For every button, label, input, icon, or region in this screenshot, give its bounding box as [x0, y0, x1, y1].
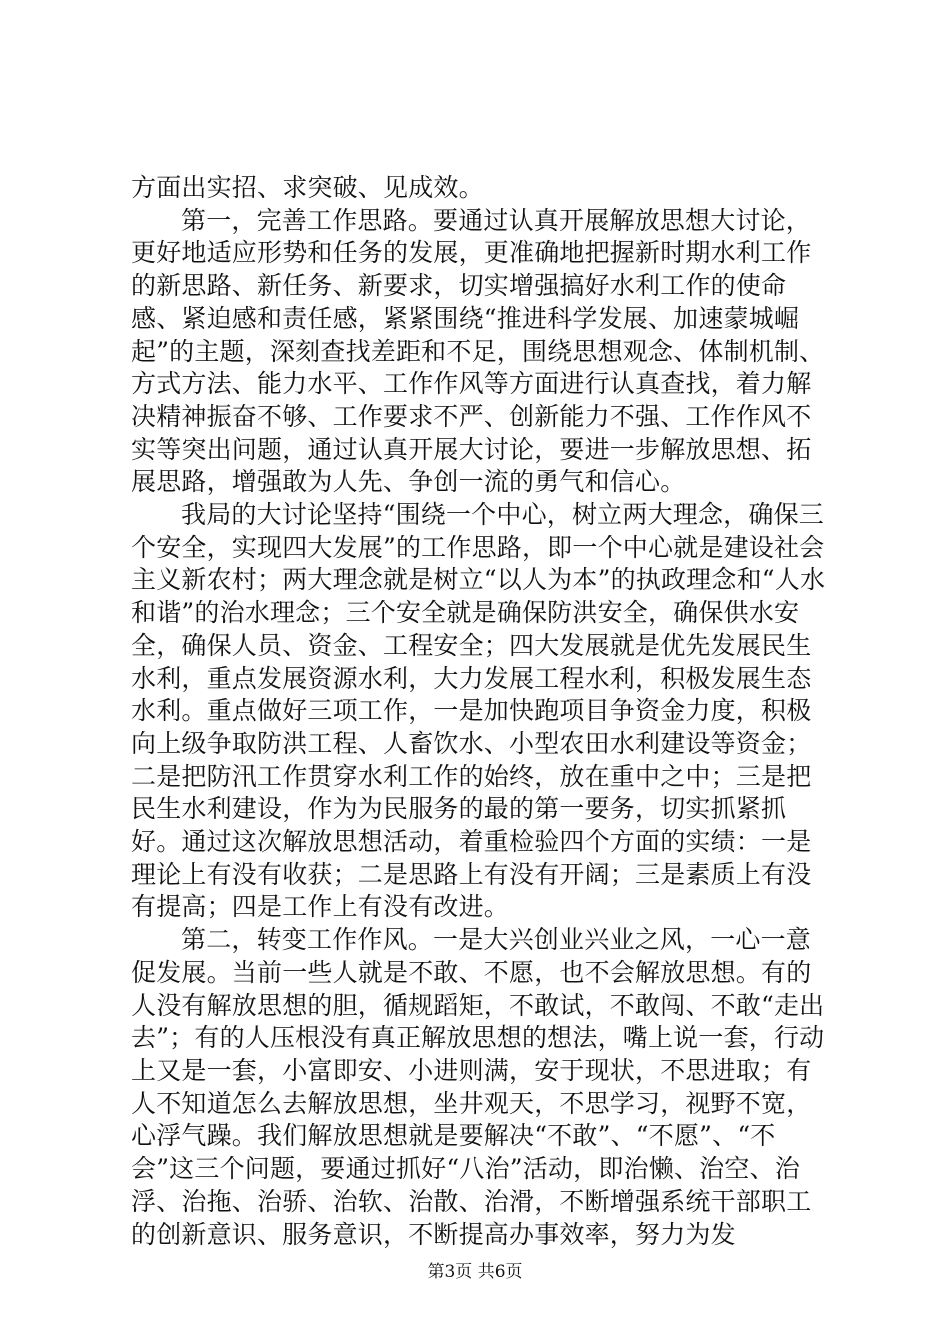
page-footer: 第3页 共6页 — [427, 1262, 523, 1282]
document-body — [131, 172, 831, 1251]
paragraph-discussion: 我局的大讨论坚持“围绕一个中心，树立两大理念，确保三个安全，实现四大发展”的工作思路，即一个中心就是建设社会主义新农村；两大理念就是树立“以人为本”的执政理念和“人水和谐”的治水理念；三个安全就是确保防洪安全，确保供水安全，确保人员、资金、工程安全；四大发展就是优先发展民生水利，重点发展资源水利，大力发展工程水利，积极发展生态水利。重点做好三项工作，一是加快跑项目争资金力度，积极向上级争取防洪工程、人畜饮水、小型农田水利建设等资金；二是把防汛工作贯穿水利工作的始终，放在重中之中；三是把民生水利建设，作为为民服务的最的第一要务，切实抓紧抓好。通过这次解放思想活动，着重检验四个方面的实绩：一是理论上有没有收获；二是思路上有没有开阔；三是素质上有没有提高；四是工作上有没有改进。 — [131, 500, 826, 922]
paragraph-second-point: 第二，转变工作作风。一是大兴创业兴业之风，一心一意促发展。当前一些人就是不敢、不愿，也不会解放思想。有的人没有解放思想的胆，循规蹈矩，不敢试，不敢闯、不敢“走出去”；有的人压根没有真正解放思想的想法，嘴上说一套，行动上又是一套，小富即安、小进则满，安于现状，不思进取；有人不知道怎么去解放思想，坐井观天，不思学习，视野不宽，心浮气躁。我们解放思想就是要解决“不敢”、“不愿”、“不会”这三个问题，要通过抓好“八治”活动，即治懒、治空、治浮、治拖、治骄、治软、治散、治滑，不断增强系统干部职工的创新意识、服务意识，不断提高办事效率，努力为发 — [131, 925, 825, 1249]
paragraph-first-point: 第一，完善工作思路。要通过认真开展解放思想大讨论，更好地适应形势和任务的发展，更准确地把握新时期水利工作的新思路、新任务、新要求，切实增强搞好水利工作的使命感、紧迫感和责任感，紧紧围绕“推进科学发展、加速蒙城崛起”的主题，深刻查找差距和不足，围绕思想观念、体制机制、方式方法、能力水平、工作作风等方面进行认真查找，着力解决精神振奋不够、工作要求不严、创新能力不强、工作作风不实等突出问题，通过认真开展大讨论，要进一步解放思想、拓展思路，增强敢为人先、争创一流的勇气和信心。 — [131, 205, 825, 497]
paragraph-continuation: 方面出实招、求突破、见成效。 — [131, 173, 484, 202]
